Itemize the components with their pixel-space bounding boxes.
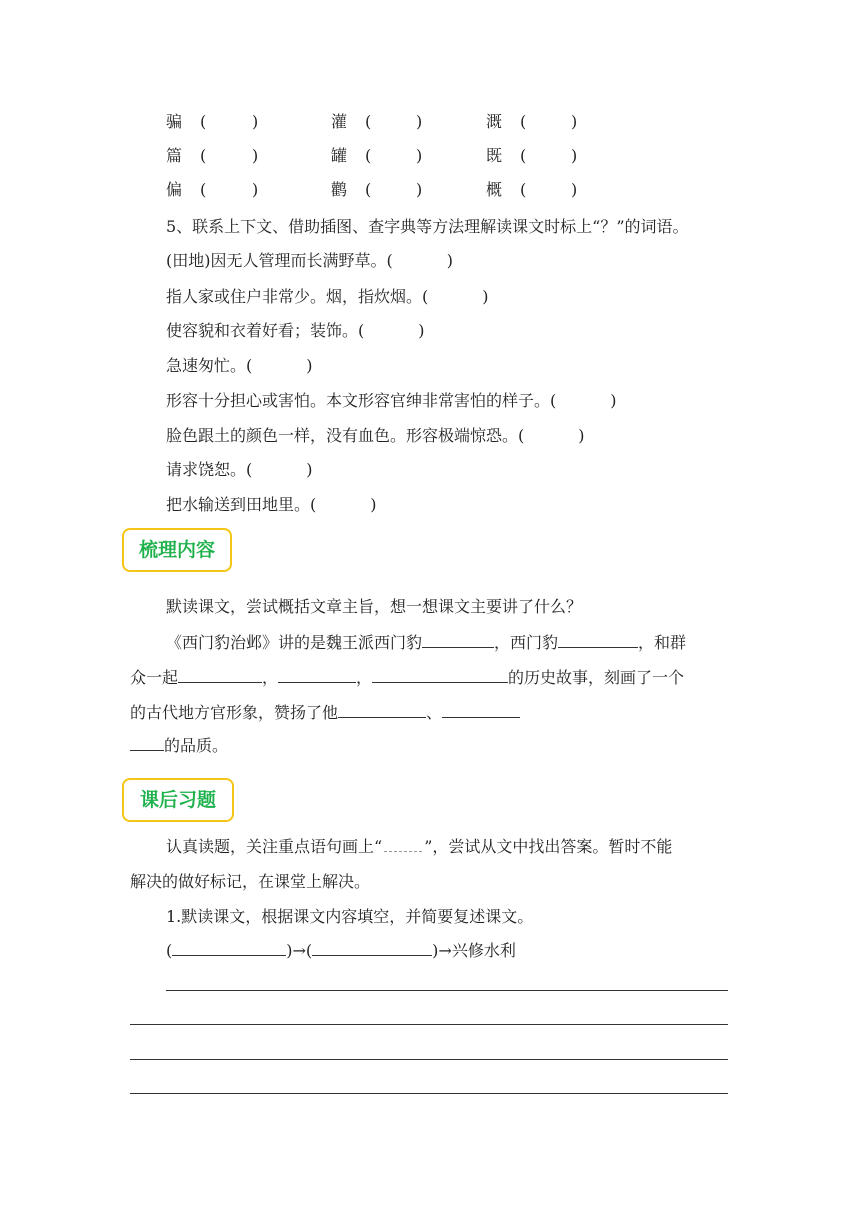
- text: ，: [356, 668, 373, 687]
- q5-item-text: (田地)因无人管理而长满野草。(: [166, 251, 393, 270]
- paren: ): [416, 112, 423, 131]
- q5-item-text: 脸色跟土的颜色一样，没有血色。形容极端惊恐。(: [166, 426, 525, 445]
- fill-blank[interactable]: [422, 630, 494, 648]
- q5-item-text: 指人家或住户非常少。烟，指炊烟。(: [166, 287, 429, 306]
- section2-q1: 1.默读课文，根据课文内容填空，并简要复述课文。: [166, 907, 534, 926]
- paren: (: [520, 146, 527, 165]
- fill-blank[interactable]: [312, 938, 432, 956]
- writing-line[interactable]: [130, 1024, 728, 1025]
- q5-item-text: 把水输送到田地里。(: [166, 495, 317, 514]
- paren: ): [306, 356, 313, 375]
- paren: ): [252, 146, 259, 165]
- arrow-icon: →: [438, 941, 452, 960]
- writing-line[interactable]: [166, 990, 728, 991]
- paren: (: [520, 180, 527, 199]
- q5-title: 5、联系上下文、借助插图、查字典等方法理解读课文时标上“？”的词语。: [166, 217, 689, 236]
- paren: ): [432, 941, 439, 960]
- paren: (: [166, 941, 173, 960]
- q5-item: [166, 457, 313, 480]
- paren: ): [482, 287, 489, 306]
- section1-line4: [130, 733, 228, 756]
- char-cell: 溉: [486, 112, 503, 131]
- paren: (: [200, 180, 207, 199]
- section1-line1: [166, 630, 686, 653]
- section-heading-exercises: 课后习题: [122, 778, 234, 822]
- text: 《西门豹治邺》讲的是魏王派西门豹: [166, 633, 423, 652]
- q5-item: [166, 353, 313, 376]
- paren: (: [365, 146, 372, 165]
- writing-line[interactable]: [130, 1059, 728, 1060]
- fill-blank[interactable]: [442, 700, 520, 718]
- flow-final-step: 兴修水利: [451, 941, 516, 960]
- text: ”，尝试从文中找出答案。暂时不能: [424, 837, 673, 856]
- text: ，西门豹: [494, 633, 559, 652]
- section2-intro-line1: [166, 834, 672, 857]
- paren: (: [200, 146, 207, 165]
- char-cell: 概: [486, 180, 503, 199]
- paren: ): [610, 391, 617, 410]
- text: 认真读题，关注重点语句画上“: [166, 837, 383, 856]
- char-cell: 骗: [166, 112, 183, 131]
- paren: ): [252, 180, 259, 199]
- paren: ): [578, 426, 585, 445]
- text: 众一起: [130, 668, 179, 687]
- fill-blank[interactable]: [130, 733, 164, 751]
- arrow-icon: →: [292, 941, 306, 960]
- q5-item-text: 使容貌和衣着好看；装饰。(: [166, 321, 365, 340]
- char-cell: 鹳: [331, 180, 348, 199]
- paren: ): [252, 112, 259, 131]
- char-cell: 篇: [166, 146, 183, 165]
- text: ，: [262, 668, 279, 687]
- char-cell: 罐: [331, 146, 348, 165]
- q5-item-text: 形容十分担心或害怕。本文形容官绅非常害怕的样子。(: [166, 391, 557, 410]
- text: ，和群: [638, 633, 687, 652]
- section2-intro-line2: 解决的做好标记，在课堂上解决。: [130, 872, 371, 891]
- fill-blank[interactable]: [338, 700, 426, 718]
- paren: ): [446, 251, 453, 270]
- text: 的品质。: [164, 736, 229, 755]
- flow-fill-row: [166, 938, 516, 961]
- char-cell: 偏: [166, 180, 183, 199]
- fill-blank[interactable]: [558, 630, 638, 648]
- q5-item-text: 急速匆忙。(: [166, 356, 253, 375]
- q5-item-text: 请求饶恕。(: [166, 460, 253, 479]
- section1-line2: [130, 665, 684, 688]
- fill-blank[interactable]: [372, 665, 508, 683]
- section-heading-sorting-content: 梳理内容: [122, 528, 232, 572]
- fill-blank[interactable]: [178, 665, 262, 683]
- paren: (: [200, 112, 207, 131]
- paren: ): [416, 146, 423, 165]
- paren: ): [571, 180, 578, 199]
- paren: (: [520, 112, 527, 131]
- paren: (: [305, 941, 313, 960]
- fill-blank[interactable]: [172, 938, 286, 956]
- char-cell: 既: [486, 146, 503, 165]
- paren: ): [370, 495, 377, 514]
- section1-line3: [130, 700, 520, 723]
- paren: (: [365, 180, 372, 199]
- q5-item: [166, 318, 425, 341]
- paren: ): [571, 112, 578, 131]
- paren: ): [416, 180, 423, 199]
- paren: ): [286, 941, 293, 960]
- paren: ): [306, 460, 313, 479]
- q5-item: [166, 284, 489, 307]
- dotted-underline-sample: [384, 837, 422, 852]
- text: 、: [426, 703, 443, 722]
- q5-item: [166, 388, 617, 411]
- q5-item: [166, 423, 585, 446]
- paren: (: [365, 112, 372, 131]
- section1-intro: 默读课文，尝试概括文章主旨，想一想课文主要讲了什么？: [166, 597, 583, 616]
- text: 的历史故事，刻画了一个: [508, 668, 685, 687]
- text: 的古代地方官形象，赞扬了他: [130, 703, 339, 722]
- q5-item: [166, 492, 377, 515]
- fill-blank[interactable]: [278, 665, 356, 683]
- paren: ): [571, 146, 578, 165]
- q5-item: [166, 248, 453, 271]
- char-cell: 灌: [331, 112, 348, 131]
- writing-line[interactable]: [130, 1093, 728, 1094]
- paren: ): [418, 321, 425, 340]
